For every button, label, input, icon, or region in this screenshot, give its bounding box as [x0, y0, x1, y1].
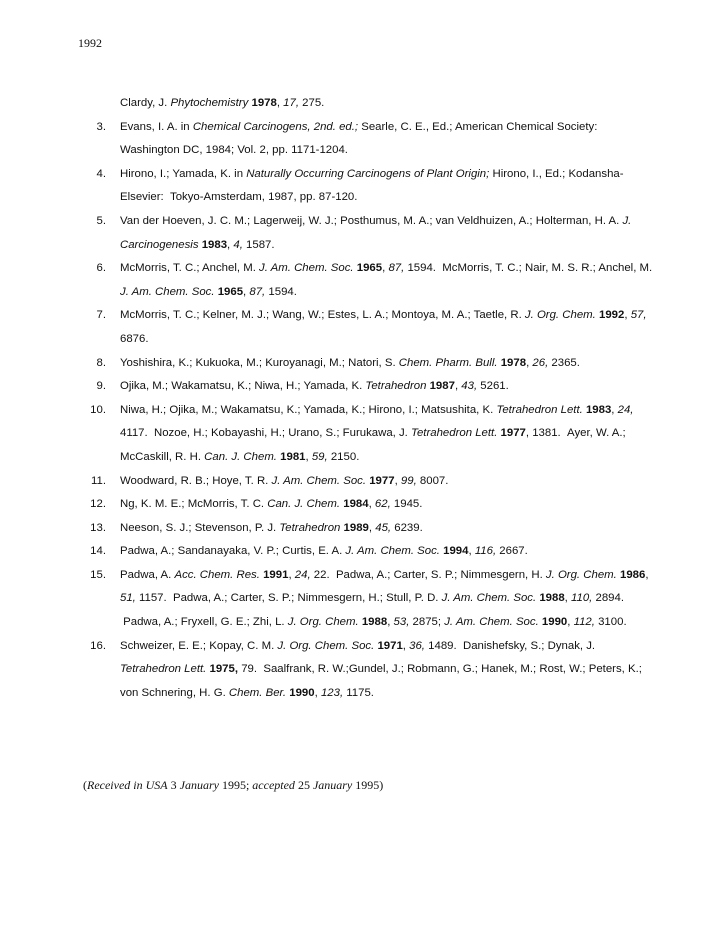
reference-text: Yoshishira, K.; Kukuoka, M.; Kuroyanagi, M.; Natori, S. Chem. Pharm. Bull. 1978, 26, 2365. — [120, 356, 580, 369]
reference-item — [78, 92, 658, 116]
reference-text: Padwa, A.; Sandanayaka, V. P.; Curtis, E. A. J. Am. Chem. Soc. 1994, 116, 2667. — [120, 545, 528, 558]
reference-item — [78, 470, 658, 494]
reference-list — [78, 92, 658, 705]
reference-text: Ng, K. M. E.; McMorris, T. C. Can. J. Chem. 1984, 62, 1945. — [120, 498, 423, 511]
page-number: 1992 — [78, 36, 102, 50]
reference-item — [78, 517, 658, 541]
reference-number: 14. — [90, 545, 106, 558]
reference-text: Evans, I. A. in Chemical Carcinogens, 2nd. ed.; Searle, C. E., Ed.; American Chemical Society: Washington DC, 1984; Vol. 2, pp. 1171-1204. — [120, 120, 598, 157]
reference-item — [78, 116, 658, 163]
reference-item — [78, 210, 658, 257]
reference-number: 16. — [90, 639, 106, 652]
reference-item — [78, 304, 658, 351]
reference-number: 12. — [90, 498, 106, 511]
reference-item — [78, 257, 658, 304]
reference-item — [78, 540, 658, 564]
reference-item — [78, 352, 658, 376]
reference-item — [78, 163, 658, 210]
reference-item — [78, 564, 658, 635]
reference-item — [78, 375, 658, 399]
reference-number: 9. — [96, 380, 106, 393]
reference-number: 5. — [96, 214, 106, 227]
reference-number: 4. — [96, 167, 106, 180]
reference-number: 10. — [90, 403, 106, 416]
reference-text: Clardy, J. Phytochemistry 1978, 17, 275. — [120, 97, 325, 109]
reference-text: Schweizer, E. E.; Kopay, C. M. J. Org. Chem. Soc. 1971, 36, 1489. Danishefsky, S.; Dynak, J. Tetrahedron Lett. 1975, 79. Saalfrank, R. W.;Gundel, J.; Robmann, G.; Hanek, M.; Rost, W.; Peters, K.; von Schnering, H. G. Chem. Ber. 1990, 123, 1175. — [120, 639, 642, 699]
reference-text: McMorris, T. C.; Kelner, M. J.; Wang, W.; Estes, L. A.; Montoya, M. A.; Taetle, R. J. Org. Chem. 1992, 57, 6876. — [120, 309, 647, 345]
reference-number: 11. — [91, 474, 106, 487]
reference-text: McMorris, T. C.; Anchel, M. J. Am. Chem. Soc. 1965, 87, 1594. McMorris, T. C.; Nair, M. S. R.; Anchel, M. J. Am. Chem. Soc. 1965, 87, 1594. — [120, 262, 653, 298]
reference-item — [78, 635, 658, 706]
received-accepted-note: (Received in USA 3 January 1995; accepted 25 January 1995) — [83, 778, 384, 792]
reference-number: 8. — [96, 356, 106, 369]
reference-text: Ojika, M.; Wakamatsu, K.; Niwa, H.; Yamada, K. Tetrahedron 1987, 43, 5261. — [120, 380, 509, 393]
reference-number: 6. — [96, 262, 106, 275]
reference-text: Padwa, A. Acc. Chem. Res. 1991, 24, 22. Padwa, A.; Carter, S. P.; Nimmesgern, H. J. Org. Chem. 1986, 51, 1157. Padwa, A.; Carter, S. P.; Nimmesgern, H.; Stull, P. D. J. Am. Chem. Soc. 1988, 110, 2894. Padwa, A.; Fryxell, G. E.; Zhi, L. J. Org. Chem. 1988, 53, 2875; J. Am. Chem. Soc. 1990, 112, 3100. — [120, 568, 649, 629]
reference-text: Neeson, S. J.; Stevenson, P. J. Tetrahedron 1989, 45, 6239. — [120, 521, 423, 534]
reference-text: Van der Hoeven, J. C. M.; Lagerweij, W. J.; Posthumus, M. A.; van Veldhuizen, A.; Holterman, H. A. J. Carcinogenesis 1983, 4, 1587. — [120, 214, 632, 251]
reference-text: Woodward, R. B.; Hoye, T. R. J. Am. Chem. Soc. 1977, 99, 8007. — [120, 474, 449, 487]
reference-number: 13. — [90, 521, 106, 534]
reference-number: 3. — [96, 120, 106, 133]
reference-text: Niwa, H.; Ojika, M.; Wakamatsu, K.; Yamada, K.; Hirono, I.; Matsushita, K. Tetrahedron Lett. 1983, 24, 4117. Nozoe, H.; Kobayashi, H.; Urano, S.; Furukawa, J. Tetrahedron Lett. 1977, 1381. Ayer, W. A.; McCaskill, R. H. Can. J. Chem. 1981, 59, 2150. — [120, 403, 634, 463]
reference-text: Hirono, I.; Yamada, K. in Naturally Occurring Carcinogens of Plant Origin; Hirono, I., Ed.; Kodansha-Elsevier: Tokyo-Amsterdam, 1987, pp. 87-120. — [120, 167, 624, 204]
reference-number: 7. — [96, 309, 106, 322]
reference-item — [78, 493, 658, 517]
reference-item — [78, 399, 658, 470]
reference-number: 15. — [90, 568, 106, 581]
